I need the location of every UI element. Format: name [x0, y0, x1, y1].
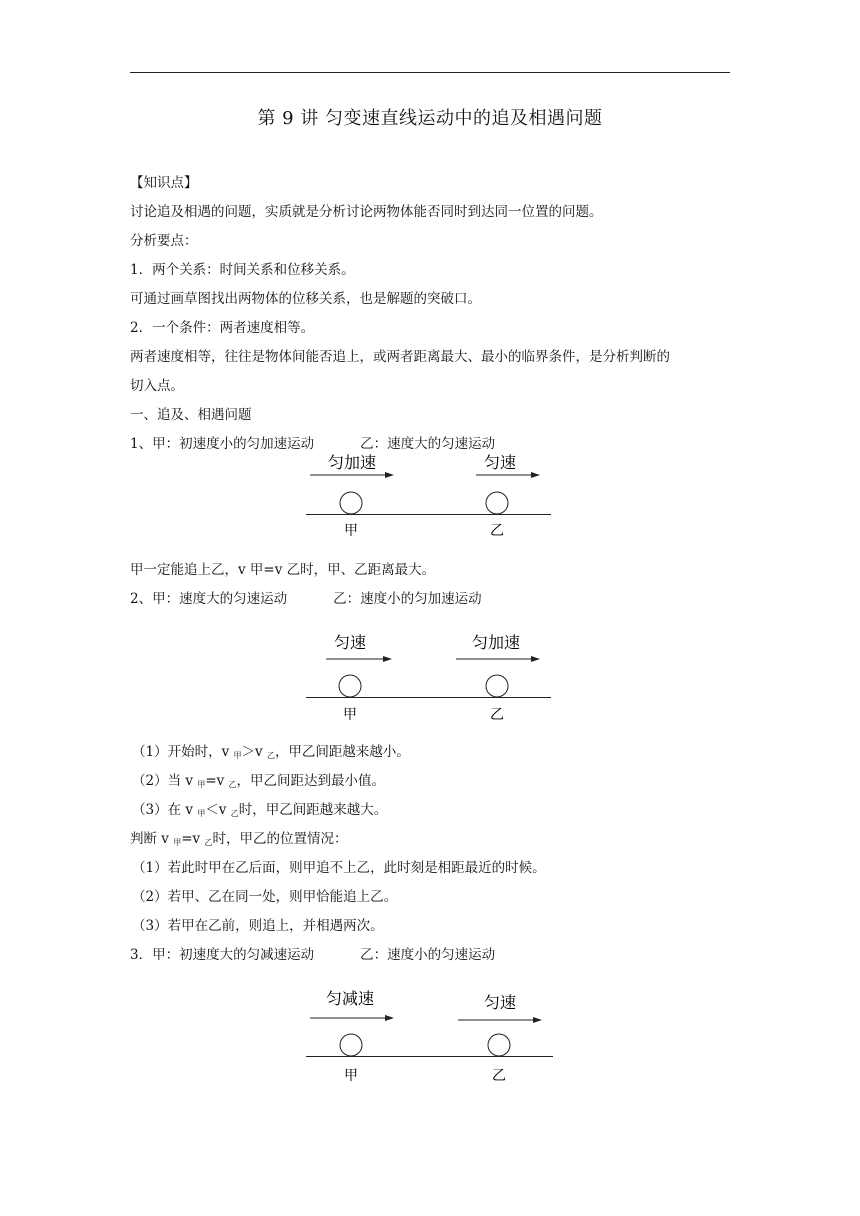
case-3-line — [130, 940, 740, 970]
figure-1-diagram — [300, 446, 560, 542]
fig2-right-obj: 乙 — [490, 707, 504, 723]
fig1-left-label: 匀加速 — [328, 453, 377, 472]
fig1-left-obj: 甲 — [344, 523, 358, 539]
section-1-heading: 一、追及、相遇问题 — [130, 407, 252, 423]
fig2-right-arrowhead — [531, 656, 540, 662]
case-3-b: 乙：速度小的匀速运动 — [360, 947, 496, 963]
fig2-object-yi — [486, 675, 508, 697]
fig3-right-obj: 乙 — [492, 1068, 506, 1084]
fig3-right-label: 匀速 — [484, 993, 517, 1012]
point-2-note-line2: 切入点。 — [130, 378, 184, 394]
point-1-note: 可通过画草图找出两物体的位移关系，也是解题的突破口。 — [130, 291, 481, 307]
page-title: 第 9 讲 匀变速直线运动中的追及相遇问题 — [257, 108, 603, 129]
case-2-item-2: （2）当 v $_甲$=v $_乙$，甲乙间距达到最小值。 — [132, 773, 386, 789]
fig2-right-label: 匀加速 — [472, 633, 521, 652]
fig1-left-arrowhead — [385, 472, 394, 478]
fig3-object-yi — [488, 1034, 510, 1056]
fig1-right-label: 匀速 — [484, 453, 517, 472]
judge-line: 判断 v $_甲$=v $_乙$时，甲乙的位置情况： — [130, 831, 348, 847]
fig3-left-label: 匀减速 — [326, 989, 375, 1008]
case-2-a: 2、甲：速度大的匀速运动 — [130, 591, 288, 607]
case-2-item-1: （1）开始时，v $_甲$＞v $_乙$，甲乙间距越来越小。 — [132, 744, 410, 760]
case-3-a: 3．甲：初速度大的匀减速运动 — [130, 947, 315, 963]
judge-item-2: （2）若甲、乙在同一处，则甲恰能追上乙。 — [132, 889, 398, 905]
point-2-note-line1: 两者速度相等，往往是物体间能否追上，或两者距离最大、最小的临界条件，是分析判断的 — [130, 349, 670, 365]
figure-2-diagram — [300, 630, 560, 726]
fig2-left-label: 匀速 — [334, 633, 367, 652]
point-2: 2．一个条件：两者速度相等。 — [130, 320, 315, 336]
case-2-item-3: （3）在 v $_甲$＜v $_乙$时，甲乙间距越来越大。 — [132, 802, 388, 818]
fig1-object-yi — [486, 492, 508, 514]
figure-3-diagram — [300, 984, 560, 1084]
judge-item-3: （3）若甲在乙前，则追上，并相遇两次。 — [132, 918, 384, 934]
fig1-right-arrowhead — [531, 472, 540, 478]
case-1-a: 1、甲：初速度小的匀加速运动 — [130, 436, 315, 452]
fig3-left-arrowhead — [385, 1015, 394, 1021]
fig2-left-arrowhead — [383, 656, 392, 662]
header-rule — [130, 72, 730, 73]
fig3-right-arrowhead — [533, 1017, 542, 1023]
fig3-object-jia — [340, 1034, 362, 1056]
fig3-left-obj: 甲 — [344, 1068, 358, 1084]
fig1-object-jia — [340, 492, 362, 514]
case-1-b: 乙：速度大的匀速运动 — [360, 436, 496, 452]
fig1-right-obj: 乙 — [490, 523, 504, 539]
case-2-b: 乙：速度小的匀加速运动 — [333, 591, 482, 607]
section-knowledge-heading: 【知识点】 — [130, 175, 198, 191]
fig2-object-jia — [339, 675, 361, 697]
fig2-left-obj: 甲 — [343, 707, 357, 723]
case-2-line — [130, 584, 740, 614]
judge-item-1: （1）若此时甲在乙后面，则甲追不上乙，此时刻是相距最近的时候。 — [132, 860, 546, 876]
case-1-conclusion: 甲一定能追上乙，v 甲=v 乙时，甲、乙距离最大。 — [130, 562, 436, 578]
key-points-label: 分析要点： — [130, 233, 198, 249]
intro-text: 讨论追及相遇的问题，实质就是分析讨论两物体能否同时到达同一位置的问题。 — [130, 204, 603, 220]
point-1: 1．两个关系：时间关系和位移关系。 — [130, 262, 355, 278]
